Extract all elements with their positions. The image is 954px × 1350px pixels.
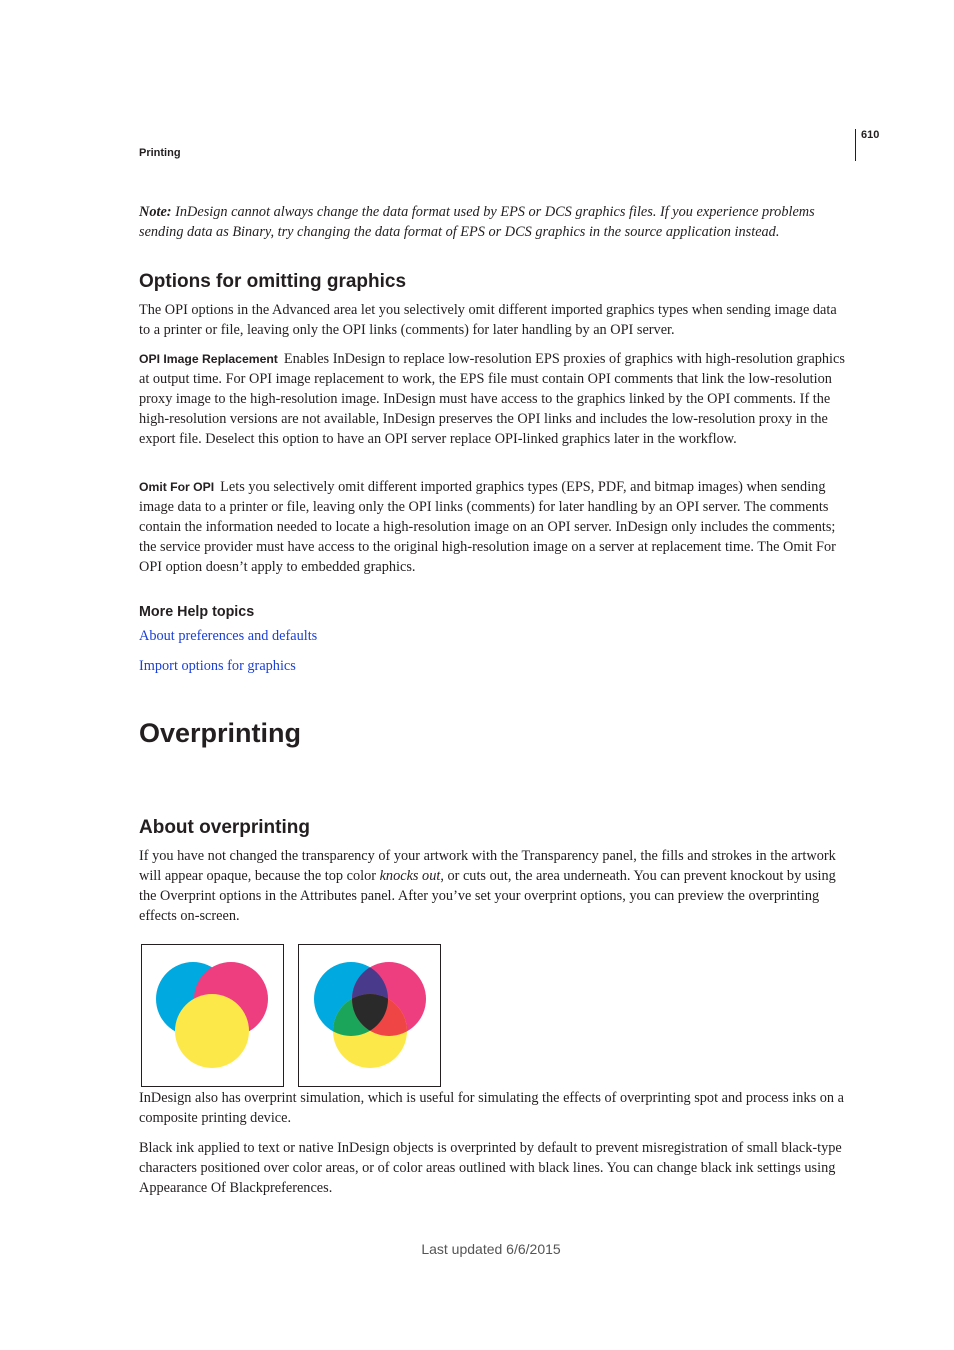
link-import-options[interactable]: Import options for graphics bbox=[139, 658, 296, 674]
last-updated-footer: Last updated 6/6/2015 bbox=[421, 1241, 561, 1257]
definition-term: Omit For OPI bbox=[139, 480, 215, 494]
definition-text: Lets you selectively omit different imported graphics types (EPS, PDF, and bitmap images) when sending image data to a printer or file, leaving only the OPI links (comments) for later handling by an OPI server. The comments contain the information needed to locate a high-resolution image on an OPI server. InDesign only includes the comments; the service provider must have access to the original high-resolution image on a server at replacement time. The Omit For OPI option doesn’t apply to embedded graphics. bbox=[139, 479, 836, 575]
section-heading-about-overprinting: About overprinting bbox=[139, 817, 310, 838]
note-text: InDesign cannot always change the data format used by EPS or DCS graphics files. If you experience problems sending data as Binary, try changing the data format of EPS or DCS graphics in the source application instead. bbox=[139, 204, 815, 240]
definition-text: Enables InDesign to replace low-resolution EPS proxies of graphics with high-resolution graphics at output time. For OPI image replacement to work, the EPS file must contain OPI comments that link the low-resolution proxy image to the high-resolution image. InDesign must have access to the graphics linked by the OPI comments. If the high-resolution versions are not available, InDesign preserves the OPI links and includes the low-resolution proxy in the export file. Deselect this option to have an OPI server replace OPI-linked graphics later in the workflow. bbox=[139, 351, 845, 447]
link-about-preferences[interactable]: About preferences and defaults bbox=[139, 628, 318, 644]
overprint-illustration bbox=[298, 944, 441, 1087]
section-heading-omitting: Options for omitting graphics bbox=[139, 271, 407, 292]
definition-term: OPI Image Replacement bbox=[139, 352, 278, 366]
chapter-title: Overprinting bbox=[139, 718, 302, 748]
yellow-circle bbox=[175, 994, 249, 1068]
note-paragraph bbox=[139, 202, 851, 242]
omitting-intro: The OPI options in the Advanced area let you selectively omit different imported graphics types when sending image data to a printer or file, leaving only the OPI links (comments) for later handling by an OPI server. bbox=[139, 302, 837, 338]
emphasis-knocks-out: knocks out bbox=[379, 868, 441, 884]
running-header: Printing bbox=[139, 147, 181, 159]
more-help-heading: More Help topics bbox=[139, 604, 255, 620]
page-number: 610 bbox=[861, 129, 880, 141]
knockout-illustration bbox=[141, 944, 284, 1087]
overprinting-paragraph-3: Black ink applied to text or native InDesign objects is overprinted by default to prevent misregistration of small black-type characters positioned over color areas, or of color areas outlined with black lines. You can change black ink settings using Appearance Of Blackpreferences. bbox=[139, 1140, 842, 1196]
note-label: Note: bbox=[139, 204, 172, 220]
overprinting-paragraph-1: If you have not changed the transparency of your artwork with the Transparency panel, the fills and strokes in the artwork will appear opaque, because the top color knocks out, or cuts out, the area underneath. You can prevent knockout by using the Overprint options in the Attributes panel. After you’ve set your overprint options, you can preview the overprinting effects on-screen. bbox=[139, 848, 836, 924]
definition-opi-image-replacement bbox=[139, 349, 851, 449]
header-rule bbox=[855, 129, 856, 161]
overprinting-paragraph-2: InDesign also has overprint simulation, which is useful for simulating the effects of overprinting spot and process inks on a composite printing device. bbox=[139, 1090, 844, 1126]
definition-omit-for-opi bbox=[139, 477, 851, 577]
